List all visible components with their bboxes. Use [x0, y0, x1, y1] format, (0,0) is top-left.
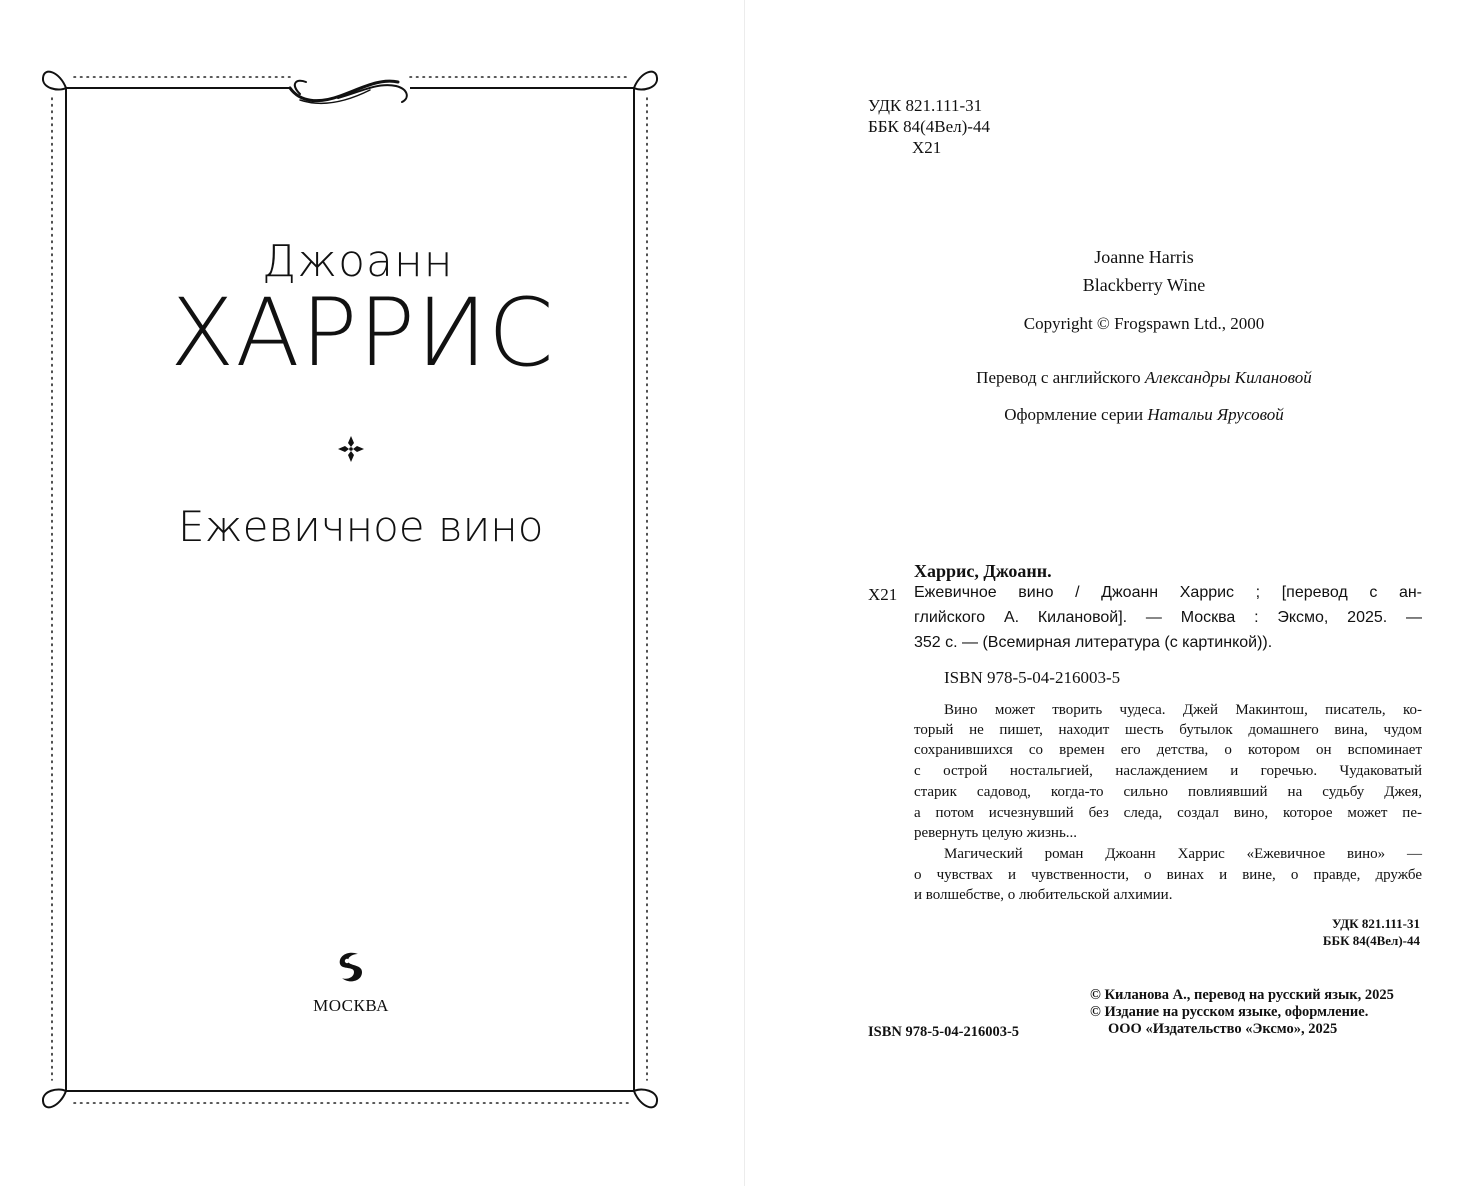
annotation-line: с острой ностальгией, наслаждением и горечью. Чудаковатый [914, 763, 1422, 779]
annotation-line: о чувствах и чувственности, о винах и вине, о правде, дружбе [914, 867, 1422, 883]
translator-credit [894, 368, 1394, 388]
original-title: Blackberry Wine [1082, 275, 1206, 295]
catalog-author-mark: Х21 [868, 585, 898, 604]
fleuron-ornament-icon [336, 434, 366, 464]
annotation-line: а потом исчезнувший без следа, создал вино, которое может пе- [914, 805, 1422, 821]
catalog-heading: Харрис, Джоанн. [914, 561, 1052, 581]
annotation-line: старик садовод, когда-то сильно повлиявший на судьбу Джея, [914, 784, 1422, 800]
original-author: Joanne Harris [1094, 247, 1194, 267]
bbk-code: ББК 84(4Вел)-44 [868, 117, 990, 136]
designer-name: Натальи Ярусовой [1147, 405, 1284, 424]
designer-credit [894, 405, 1394, 425]
translator-label: Перевод с английского [976, 368, 1141, 387]
catalog-isbn: ISBN 978-5-04-216003-5 [944, 668, 1121, 687]
copyright-line: ООО «Издательство «Эксмо», 2025 [1108, 1021, 1338, 1037]
annotation-line: ревернуть целую жизнь... [914, 825, 1078, 841]
catalog-line: глийского А. Килановой]. — Москва : Эксмо, 2025. — [914, 609, 1422, 626]
author-last-name: ХАРРИС [170, 279, 555, 388]
annotation-line: Магический роман Джоанн Харрис «Ежевичное вино» — [944, 846, 1422, 862]
catalog-line: Ежевичное вино / Джоанн Харрис ; [перевод с ан- [914, 584, 1422, 601]
book-title: Ежевичное вино [178, 502, 544, 551]
udk-code: УДК 821.111-31 [868, 96, 983, 115]
translator-name: Александры Килановой [1144, 368, 1312, 387]
udk-code-small: УДК 821.111-31 [1332, 916, 1420, 931]
bbk-code-small: ББК 84(4Вел)-44 [1322, 933, 1420, 948]
annotation-line: Вино может творить чудеса. Джей Макинтош, писатель, ко- [944, 702, 1422, 718]
catalog-line: 352 с. — (Всемирная литература (с картинкой)). [914, 634, 1273, 651]
copyright-line: © Издание на русском языке, оформление. [1090, 1004, 1369, 1020]
original-copyright: Copyright © Frogspawn Ltd., 2000 [1023, 314, 1265, 333]
designer-label: Оформление серии [1004, 405, 1144, 424]
publisher-city: МОСКВА [313, 996, 389, 1015]
footer-isbn: ISBN 978-5-04-216003-5 [868, 1024, 1020, 1040]
author-mark: Х21 [912, 138, 942, 157]
copyright-line: © Киланова А., перевод на русский язык, 2025 [1090, 987, 1394, 1003]
annotation-line: торый не пишет, находит шесть бутылок домашнего вина, чудом [914, 722, 1422, 738]
page-spine-divider [744, 0, 745, 1186]
annotation-line: и волшебстве, о любительской алхимии. [914, 887, 1173, 903]
eksmo-logo-icon [334, 948, 368, 988]
author-first-name: Джоанн [262, 236, 454, 287]
annotation-line: сохранившихся со времен его детства, о котором он вспоминает [914, 742, 1422, 758]
